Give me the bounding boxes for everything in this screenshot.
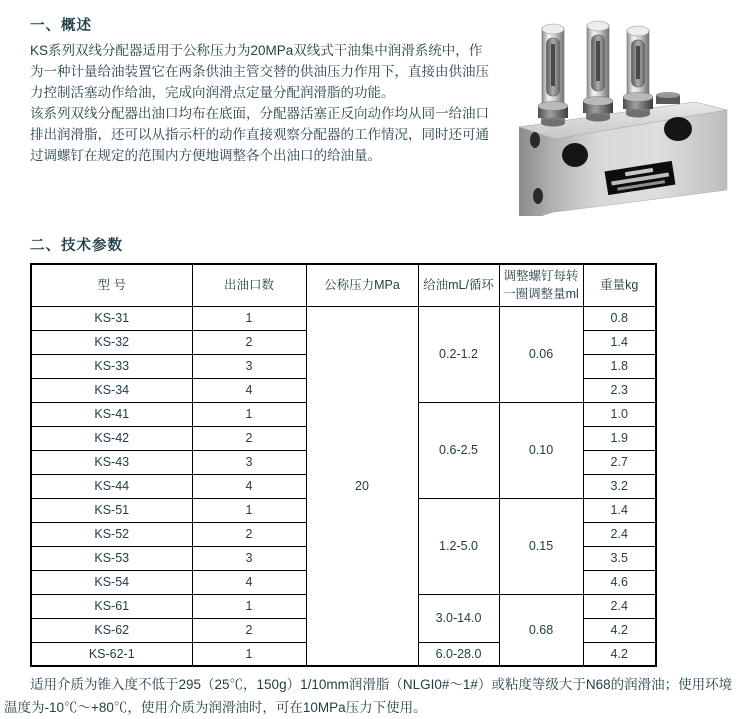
cell-model: KS-34 [31,378,192,402]
cell-weight: 2.4 [583,522,656,546]
cell-outlets: 2 [192,618,306,642]
cell-outlets: 3 [192,450,306,474]
cell-oil-per-cycle: 1.2-5.0 [418,498,499,594]
table-header-cell: 出油口数 [192,264,306,306]
cell-screw-adjust: 0.10 [499,402,583,498]
cell-screw-adjust: 0.06 [499,306,583,402]
overview-paragraph-1: KS系列双线分配器适用于公称压力为20MPa双线式干油集中润滑系统中，作为一种计量给油装置它在两条供油主管交替的供油压力作用下，直接由供油压力控制活塞动作给油，完成向润滑点定量分配润滑脂的功能。 [30,43,489,100]
table-header-cell: 调整螺钉每转一圈调整量ml [499,264,583,306]
cell-oil-per-cycle: 6.0-28.0 [418,642,499,666]
indicator-pin [596,41,600,81]
cell-pressure: 20 [306,306,418,666]
cell-oil-per-cycle: 0.2-1.2 [418,306,499,402]
side-port-hole [533,188,543,204]
cell-outlets: 1 [192,498,306,522]
cell-weight: 1.0 [583,402,656,426]
sight-glass-cylinder-1 [538,24,568,127]
oil-outlet-hole [562,143,588,167]
cell-weight: 4.6 [583,570,656,594]
spec-table [30,263,657,667]
cell-outlets: 1 [192,594,306,618]
cell-oil-per-cycle: 3.0-14.0 [418,594,499,642]
section-params-title: 二、技术参数 [30,238,123,254]
cell-weight: 1.4 [583,498,656,522]
cell-weight: 4.2 [583,642,656,666]
cell-weight: 4.2 [583,618,656,642]
cell-model: KS-62-1 [31,642,192,666]
cell-model: KS-33 [31,354,192,378]
table-header-cell: 重量kg [583,264,656,306]
overview-paragraph-2: 该系列双线分配器出油口均布在底面，分配器活塞正反向动作均从同一给油口排出润滑脂，还可以从指示杆的动作直接观察分配器的工作情况，同时还可通过调螺钉在规定的范围内方便地调整各个出油口的给油量。 [30,106,489,163]
cell-weight: 2.4 [583,594,656,618]
cell-outlets: 3 [192,354,306,378]
spec-table-body [31,306,656,666]
cell-outlets: 2 [192,426,306,450]
cell-model: KS-41 [31,402,192,426]
cell-weight: 2.7 [583,450,656,474]
indicator-pin [551,44,555,86]
cell-screw-adjust: 0.15 [499,498,583,594]
cell-model: KS-61 [31,594,192,618]
cell-outlets: 4 [192,570,306,594]
cell-outlets: 4 [192,474,306,498]
cell-outlets: 1 [192,306,306,330]
sight-glass-cylinder-3 [623,26,680,118]
cell-outlets: 2 [192,330,306,354]
cell-model: KS-52 [31,522,192,546]
table-header-cell: 型 号 [31,264,192,306]
cell-model: KS-32 [31,330,192,354]
sight-glass-cylinder-2 [583,21,613,122]
cell-weight: 3.2 [583,474,656,498]
oil-outlet-hole [664,117,692,141]
cell-weight: 2.3 [583,378,656,402]
cell-outlets: 4 [192,378,306,402]
cell-outlets: 1 [192,642,306,666]
table-header-row [31,264,656,306]
table-header-cell: 公称压力MPa [306,264,418,306]
cell-model: KS-31 [31,306,192,330]
cell-weight: 1.8 [583,354,656,378]
cell-outlets: 1 [192,402,306,426]
cell-model: KS-53 [31,546,192,570]
table-header-cell: 给油mL/循环 [418,264,499,306]
cell-model: KS-43 [31,450,192,474]
cell-model: KS-42 [31,426,192,450]
side-port-hole [530,132,540,148]
section-overview-title: 一、概述 [30,18,92,34]
cell-model: KS-44 [31,474,192,498]
cell-oil-per-cycle: 0.6-2.5 [418,402,499,498]
product-photo [505,6,742,216]
cell-model: KS-54 [31,570,192,594]
cell-model: KS-62 [31,618,192,642]
cell-weight: 3.5 [583,546,656,570]
cell-outlets: 3 [192,546,306,570]
footer-note: 适用介质为锥入度不低于295（25℃，150g）1/10mm润滑脂（NLGI0#～1#）或粘度等级大于N68的润滑油；使用环境温度为-10℃～+80℃，使用介质为润滑油时，可在10MPa压力下使用。 [4,677,733,715]
table-row-KS-31 [31,306,656,330]
cell-screw-adjust: 0.68 [499,594,583,666]
cell-weight: 1.9 [583,426,656,450]
cell-outlets: 2 [192,522,306,546]
indicator-pin [636,46,640,79]
cell-weight: 1.4 [583,330,656,354]
cell-weight: 0.8 [583,306,656,330]
cell-model: KS-51 [31,498,192,522]
